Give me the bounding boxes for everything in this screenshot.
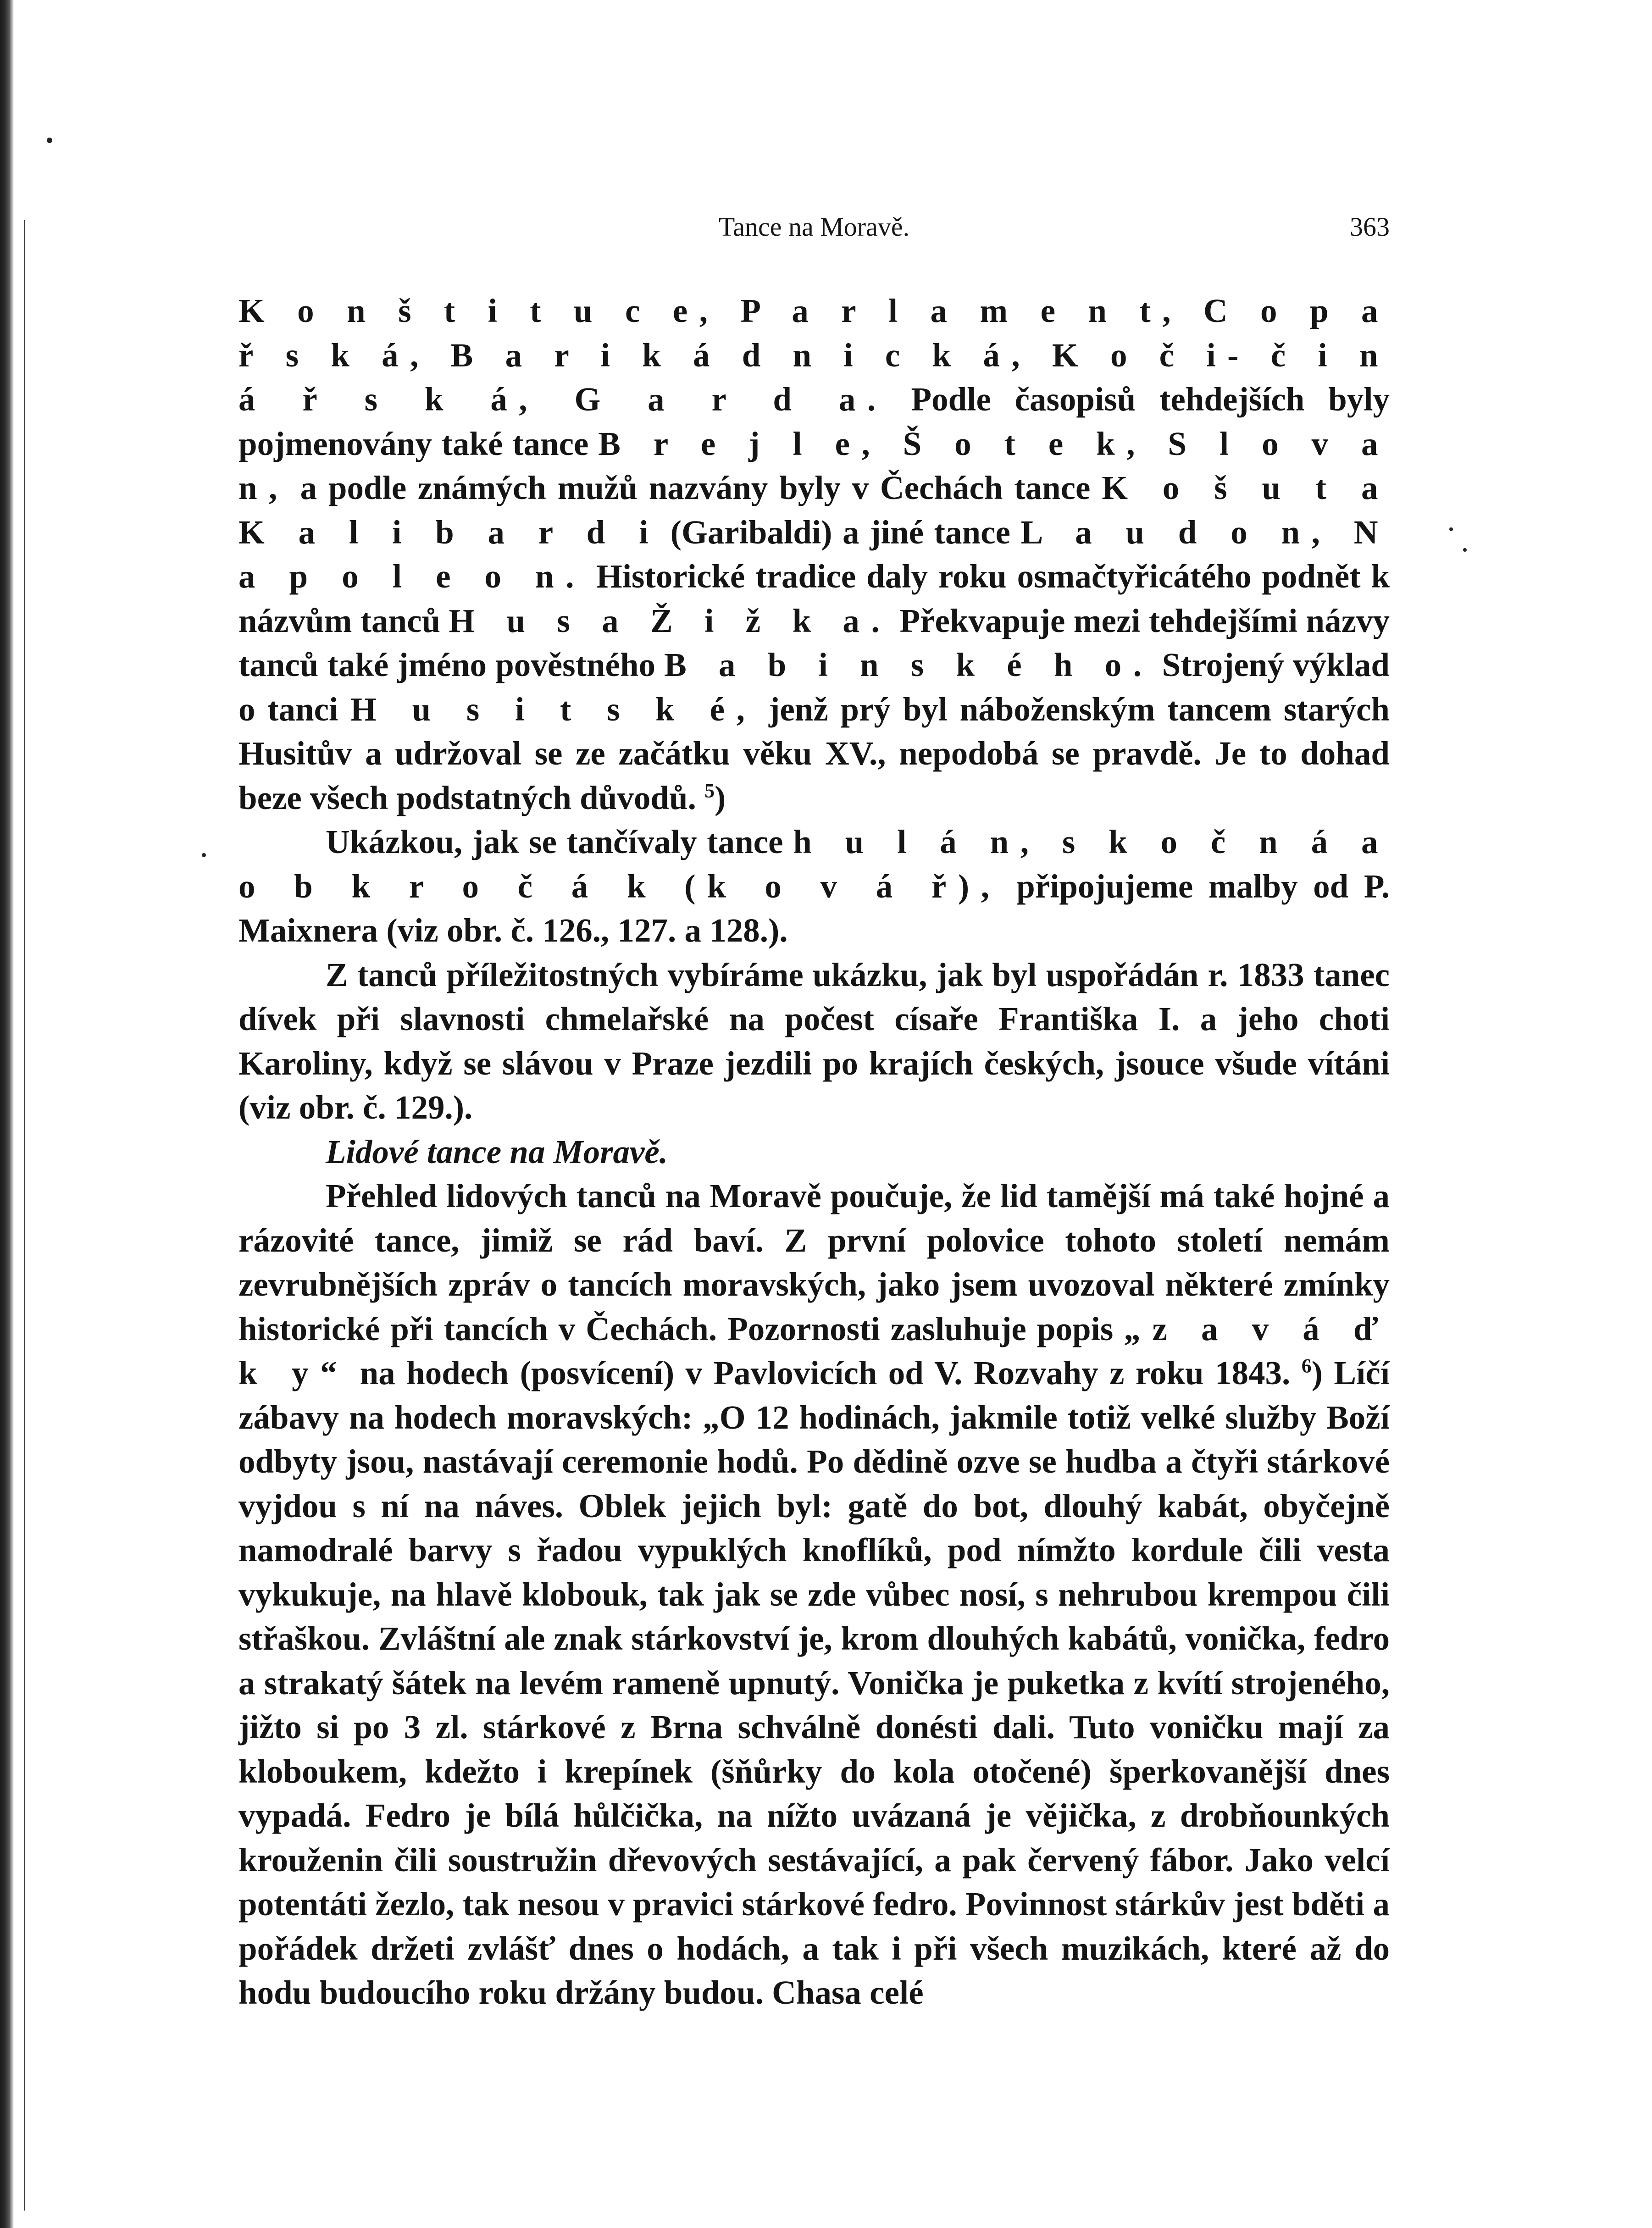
scan-left-edge <box>0 0 14 2228</box>
paragraph-illustrations <box>238 820 1390 953</box>
dance-names-spaced: B r e j l e, Š o t e k, S l o v a n, <box>238 425 1390 506</box>
dance-names-spaced: L a u d o n, N a p o l e o n. <box>238 513 1390 595</box>
text-run: ) <box>715 779 726 816</box>
page-header <box>238 206 1390 248</box>
dance-names-spaced: h u l á n, s k o č n á a o b k r o č á k (k o v á ř), <box>238 823 1390 905</box>
footnote-ref: 5 <box>704 780 715 802</box>
text-run: na hodech (posvícení) v Pavlovicích od V. Rozvahy z roku 1843. <box>349 1354 1302 1391</box>
dance-name-spaced: „z a v á ď k y“ <box>238 1310 1390 1391</box>
page-number: 363 <box>1350 212 1390 242</box>
dance-names-spaced: K o š u t a K a l i b a r d i <box>238 469 1390 551</box>
dance-names-spaced: K o n š t i t u c e, P a r l a m e n t, C o p a ř s k á, B a r i k á d n i c k á, K o č i- č i n á ř s k á, G a r d a. <box>238 292 1390 418</box>
section-heading: Lidové tance na Moravě. <box>326 1133 668 1170</box>
footnote-ref: 6 <box>1301 1355 1312 1377</box>
scan-speck <box>202 853 206 857</box>
dance-names-spaced: B a b i n s k é h o. <box>664 646 1153 683</box>
text-run: Přehled lidových tanců na Moravě poučuje, že lid tamější má také hojné a rázovité tance, jimiž se rád baví. Z první polovice tohoto století nemám zevrubnějších zpráv o tancích moravských, jako jsem uvozoval některé zmínky historické při tancích v Čechách. Pozornosti zasluhuje popis <box>238 1177 1390 1347</box>
paragraph-moravian-dances <box>238 1174 1390 2015</box>
text-run: Strojený výklad o tanci <box>238 646 1390 728</box>
text-run: (Garibaldi) a jiné tance <box>660 513 1021 551</box>
paragraph-dance-names <box>238 289 1390 820</box>
scan-speck <box>47 138 52 143</box>
dance-names-spaced: H u s i t s k é, <box>350 690 757 728</box>
text-run: jenž prý byl náboženským tancem starých Husitův a udržoval se ze začátku věku XV., nepodobá se pravdě. Je to dohad beze všech podstatných důvodů. <box>238 690 1390 816</box>
text-run: Ukázkou, jak se tančívaly tance <box>326 823 793 860</box>
dance-names-spaced: H u s a Ž i ž k a. <box>449 602 892 639</box>
scan-speck <box>1449 527 1453 531</box>
text-run: Překvapuje mezi tehdejšími názvy tanců také jméno pověstného <box>238 602 1390 683</box>
body-text <box>238 289 1390 2015</box>
text-run: ) Líčí zábavy na hodech moravských: „O 12 hodinách, jakmile totiž velké služby Boží odbyty jsou, nastávají ceremonie hodů. Po dědině ozve se hudba a čtyři stárkové vyjdou s ní na náves. Oblek jejich byl: gatě do bot, dlouhý kabát, obyčejně namodralé barvy s řadou vypuklých knoflíků, pod nímžto kordule čili vesta vykukuje, na hlavě klobouk, tak jak se zde vůbec nosí, s nehrubou krempou čili střaškou. Zvláštní ale znak stárkovství je, krom dlouhých kabátů, vonička, fedro a strakatý šátek na levém rameně upnutý. Vonička je puketka z kvítí strojeného, jižto si po 3 zl. stárkové z Brna schválně donésti dali. Tuto voničku mají za kloboukem, kdežto i krepínek (šňůrky do kola otočené) šperkovanější dnes vypadá. Fedro je bílá hůlčička, na nížto uvázaná je vějička, z drobňounkých krouženin čili soustružin dřevových sestávající, a pak červený fábor. Jako velcí potentáti žezlo, tak nesou v pravici stárkové fedro. Povinnost stárkův jest bděti a pořádek držeti zvlášť dnes o hodách, a tak i při všech muzikách, které až do hodu budoucího roku držány budou. Chasa celé <box>238 1354 1390 2011</box>
text-run: Historické tradice daly roku osmačtyřicátého podnět k názvům tanců <box>238 558 1390 639</box>
text-run: a podle známých mužů nazvány byly v Čechách tance <box>288 469 1102 506</box>
running-title: Tance na Moravě. <box>718 212 910 242</box>
text-run: připojujeme malby od P. Maixnera (viz obr. č. 126., 127. a 128.). <box>238 867 1390 949</box>
text-run: Podle časopisů tehdejších byly pojmenovány také tance <box>238 381 1390 462</box>
paragraph-occasional-dances: Z tanců příležitostných vybíráme ukázku, jak byl uspořádán r. 1833 tanec dívek při slavnosti chmelařské na počest císaře Františka I. a jeho choti Karoliny, když se slávou v Praze jezdili po krajích českých, jsouce všude vítáni (viz obr. č. 129.). <box>238 956 1390 1126</box>
scan-left-rule <box>24 220 25 2211</box>
scan-speck <box>1463 548 1467 552</box>
